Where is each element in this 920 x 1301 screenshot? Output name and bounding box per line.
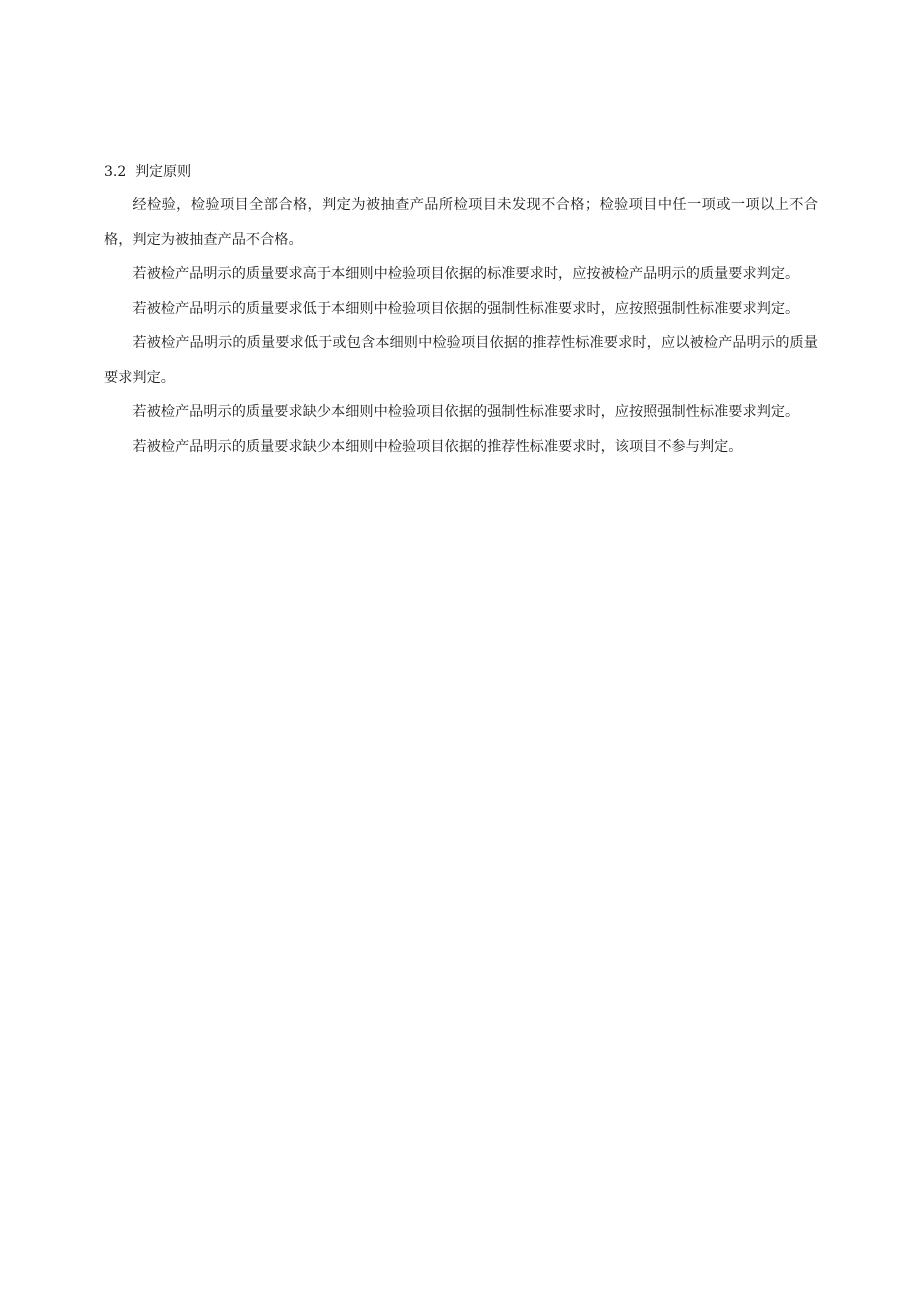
paragraph-lower-than-recommended: 若被检产品明示的质量要求低于或包含本细则中检验项目依据的推荐性标准要求时，应以被检产品明示的质量要求判定。: [104, 335, 818, 386]
paragraph-missing-mandatory: 若被检产品明示的质量要求缺少本细则中检验项目依据的强制性标准要求时，应按照强制性标准要求判定。: [132, 404, 800, 420]
section-heading: 3.2 判定原则: [104, 164, 192, 180]
document-page: [104, 158, 818, 464]
paragraph-higher-than-standard: 若被检产品明示的质量要求高于本细则中检验项目依据的标准要求时，应按被检产品明示的质量要求判定。: [132, 266, 800, 282]
paragraph-all-pass-rule: 经检验，检验项目全部合格，判定为被抽查产品所检项目未发现不合格；检验项目中任一项或一项以上不合格，判定为被抽查产品不合格。: [104, 197, 818, 248]
paragraph-missing-recommended: 若被检产品明示的质量要求缺少本细则中检验项目依据的推荐性标准要求时，该项目不参与判定。: [132, 438, 743, 455]
paragraph-lower-than-mandatory: 若被检产品明示的质量要求低于本细则中检验项目依据的强制性标准要求时，应按照强制性标准要求判定。: [132, 300, 800, 317]
